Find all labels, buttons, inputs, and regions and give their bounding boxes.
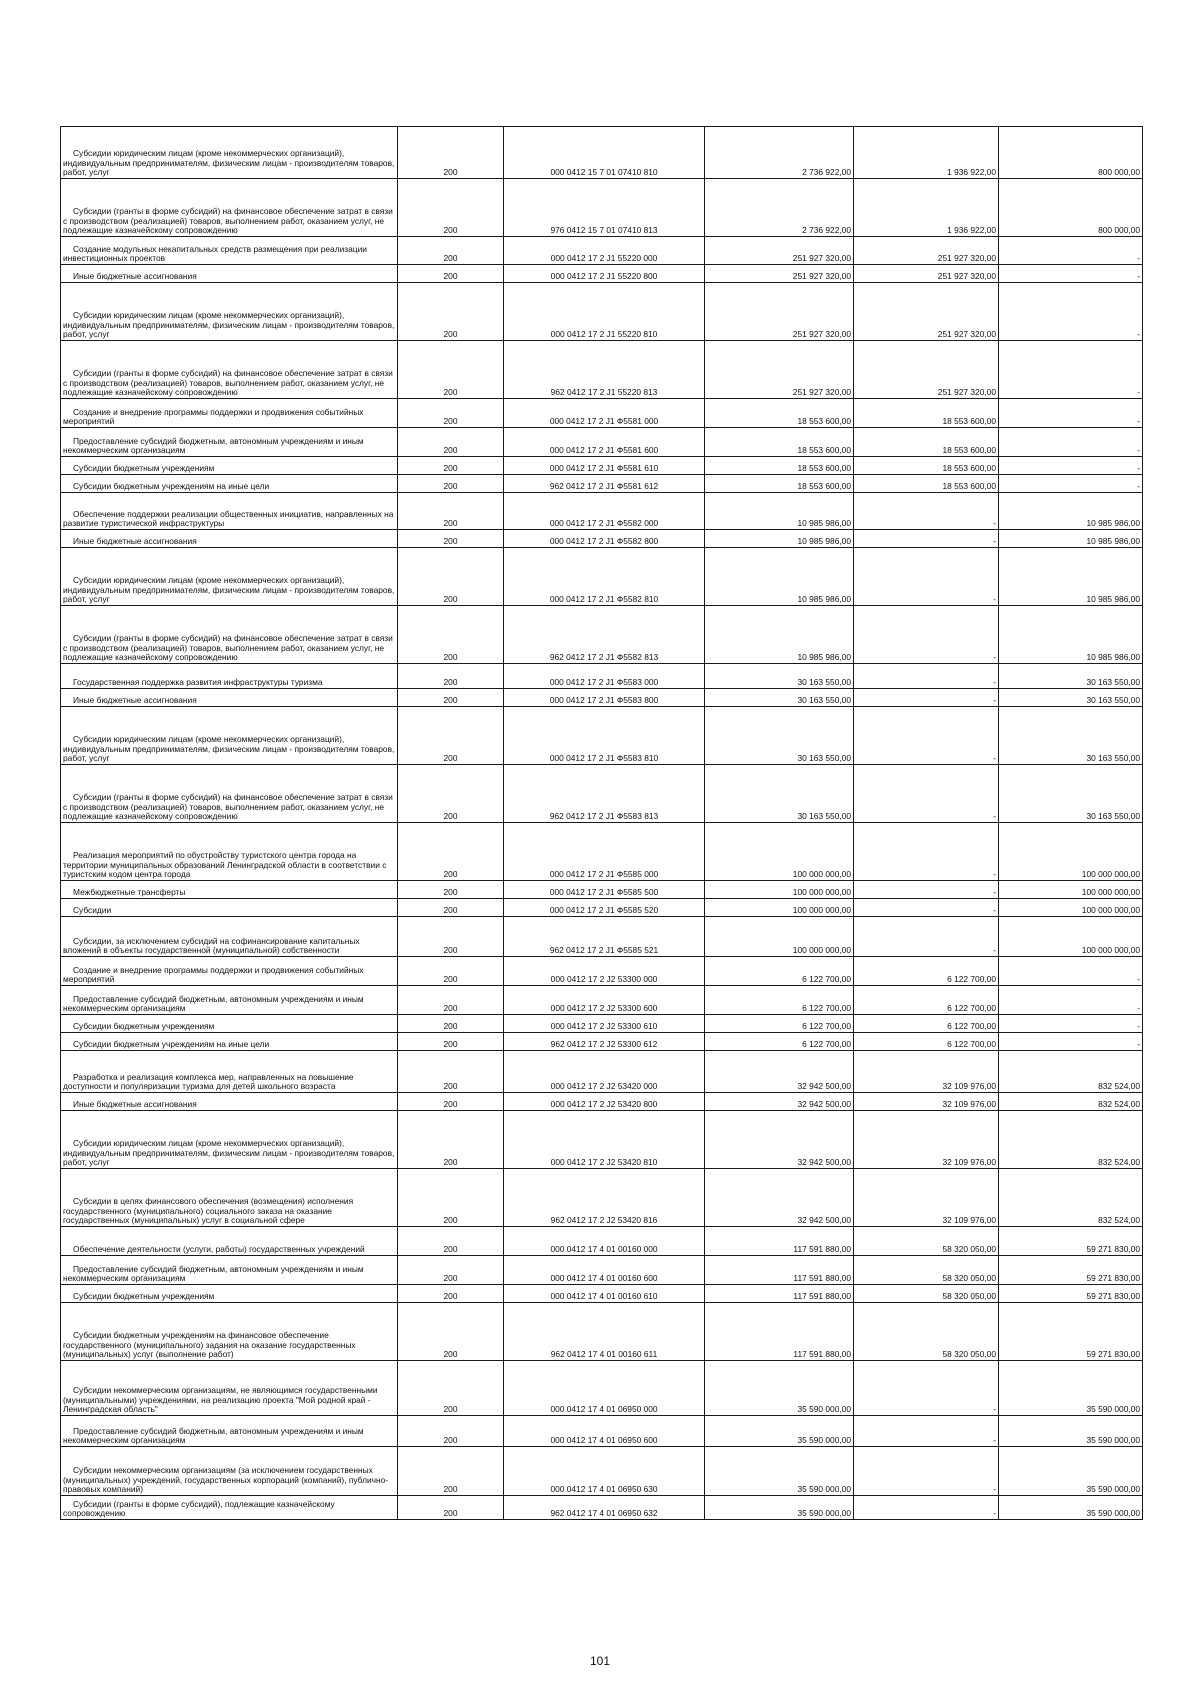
cell-total: 117 591 880,00: [705, 1256, 854, 1285]
cell-remaining: 59 271 830,00: [999, 1256, 1143, 1285]
cell-total: 10 985 986,00: [705, 548, 854, 606]
cell-executed: 18 553 600,00: [854, 475, 999, 493]
cell-code: 200: [398, 823, 504, 881]
cell-code: 200: [398, 127, 504, 179]
cell-name: Реализация мероприятий по обустройству туристского центра города на территории муниципальных образований Ленинградской области в соответствии с туристским кодом центра города: [61, 823, 398, 881]
cell-total: 18 553 600,00: [705, 475, 854, 493]
cell-code: 200: [398, 1256, 504, 1285]
cell-executed: 1 936 922,00: [854, 127, 999, 179]
cell-kbk: 000 0412 17 2 J1 Ф5583 000: [504, 664, 705, 689]
cell-total: 2 736 922,00: [705, 127, 854, 179]
cell-kbk: 000 0412 17 2 J2 53420 000: [504, 1051, 705, 1093]
cell-total: 10 985 986,00: [705, 493, 854, 530]
cell-kbk: 000 0412 17 2 J1 Ф5581 610: [504, 457, 705, 475]
cell-kbk: 976 0412 15 7 01 07410 813: [504, 179, 705, 237]
cell-remaining: 35 590 000,00: [999, 1361, 1143, 1416]
cell-total: 32 942 500,00: [705, 1051, 854, 1093]
cell-name: Субсидии, за исключением субсидий на софинансирование капитальных вложений в объекты государственной (муниципальной) собственности: [61, 917, 398, 957]
cell-remaining: 10 985 986,00: [999, 493, 1143, 530]
cell-kbk: 962 0412 17 4 01 06950 632: [504, 1496, 705, 1520]
cell-remaining: 10 985 986,00: [999, 530, 1143, 548]
cell-executed: 18 553 600,00: [854, 399, 999, 428]
table-row: [61, 823, 1143, 881]
cell-kbk: 000 0412 17 2 J2 53300 610: [504, 1015, 705, 1033]
table-row: [61, 127, 1143, 179]
cell-executed: 251 927 320,00: [854, 237, 999, 265]
cell-name: Субсидии в целях финансового обеспечения (возмещения) исполнения государственного (муниципального) социального заказа на оказание государственных (муниципальных) услуг в социальной сфере: [61, 1169, 398, 1227]
cell-executed: 18 553 600,00: [854, 457, 999, 475]
cell-name: Предоставление субсидий бюджетным, автономным учреждениям и иным некоммерческим организациям: [61, 986, 398, 1015]
cell-code: 200: [398, 899, 504, 917]
cell-code: 200: [398, 428, 504, 457]
cell-code: 200: [398, 707, 504, 765]
cell-kbk: 000 0412 17 4 01 00160 610: [504, 1285, 705, 1303]
cell-kbk: 962 0412 17 2 J2 53300 612: [504, 1033, 705, 1051]
cell-remaining: 59 271 830,00: [999, 1227, 1143, 1256]
cell-executed: 32 109 976,00: [854, 1093, 999, 1111]
cell-executed: 251 927 320,00: [854, 265, 999, 283]
cell-name: Иные бюджетные ассигнования: [61, 689, 398, 707]
cell-name: Субсидии (гранты в форме субсидий) на финансовое обеспечение затрат в связи с производством (реализацией) товаров, выполнением работ, оказанием услуг, не подлежащие казначейскому сопровождению: [61, 341, 398, 399]
cell-code: 200: [398, 917, 504, 957]
cell-kbk: 962 0412 17 2 J1 Ф5585 521: [504, 917, 705, 957]
table-row: [61, 689, 1143, 707]
table-row: [61, 917, 1143, 957]
cell-name: Создание и внедрение программы поддержки и продвижения событийных мероприятий: [61, 957, 398, 986]
cell-executed: -: [854, 664, 999, 689]
cell-total: 100 000 000,00: [705, 823, 854, 881]
table-row: [61, 986, 1143, 1015]
cell-kbk: 000 0412 17 2 J1 Ф5582 810: [504, 548, 705, 606]
cell-total: 6 122 700,00: [705, 1015, 854, 1033]
cell-name: Субсидии (гранты в форме субсидий) на финансовое обеспечение затрат в связи с производством (реализацией) товаров, выполнением работ, оказанием услуг, не подлежащие казначейскому сопровождению: [61, 765, 398, 823]
cell-executed: -: [854, 917, 999, 957]
cell-executed: 6 122 700,00: [854, 986, 999, 1015]
table-row: [61, 179, 1143, 237]
table-row: [61, 1015, 1143, 1033]
cell-code: 200: [398, 1361, 504, 1416]
table-row: [61, 399, 1143, 428]
cell-code: 200: [398, 1496, 504, 1520]
cell-remaining: 35 590 000,00: [999, 1416, 1143, 1447]
cell-total: 35 590 000,00: [705, 1447, 854, 1496]
cell-executed: 58 320 050,00: [854, 1227, 999, 1256]
cell-name: Обеспечение поддержки реализации общественных инициатив, направленных на развитие туристической инфраструктуры: [61, 493, 398, 530]
cell-executed: -: [854, 1361, 999, 1416]
cell-executed: 6 122 700,00: [854, 1033, 999, 1051]
table-row: [61, 707, 1143, 765]
cell-kbk: 000 0412 17 2 J2 53300 600: [504, 986, 705, 1015]
cell-code: 200: [398, 1285, 504, 1303]
cell-total: 35 590 000,00: [705, 1496, 854, 1520]
cell-code: 200: [398, 689, 504, 707]
table-row: [61, 765, 1143, 823]
cell-executed: -: [854, 530, 999, 548]
cell-remaining: 100 000 000,00: [999, 823, 1143, 881]
cell-remaining: -: [999, 283, 1143, 341]
cell-kbk: 000 0412 17 4 01 00160 000: [504, 1227, 705, 1256]
cell-kbk: 000 0412 17 2 J1 Ф5582 000: [504, 493, 705, 530]
cell-executed: -: [854, 707, 999, 765]
cell-executed: -: [854, 1416, 999, 1447]
cell-remaining: 800 000,00: [999, 127, 1143, 179]
cell-code: 200: [398, 1051, 504, 1093]
cell-code: 200: [398, 1169, 504, 1227]
cell-code: 200: [398, 986, 504, 1015]
cell-code: 200: [398, 664, 504, 689]
cell-code: 200: [398, 881, 504, 899]
cell-remaining: 59 271 830,00: [999, 1285, 1143, 1303]
cell-executed: 32 109 976,00: [854, 1169, 999, 1227]
cell-remaining: 30 163 550,00: [999, 765, 1143, 823]
cell-total: 6 122 700,00: [705, 957, 854, 986]
cell-total: 10 985 986,00: [705, 606, 854, 664]
table-row: [61, 881, 1143, 899]
cell-remaining: -: [999, 1033, 1143, 1051]
cell-name: Разработка и реализация комплекса мер, направленных на повышение доступности и популяризации туризма для детей школьного возраста: [61, 1051, 398, 1093]
cell-code: 200: [398, 399, 504, 428]
cell-total: 6 122 700,00: [705, 1033, 854, 1051]
cell-total: 251 927 320,00: [705, 265, 854, 283]
cell-remaining: 800 000,00: [999, 179, 1143, 237]
cell-name: Предоставление субсидий бюджетным, автономным учреждениям и иным некоммерческим организациям: [61, 1256, 398, 1285]
cell-executed: 251 927 320,00: [854, 283, 999, 341]
cell-code: 200: [398, 265, 504, 283]
cell-kbk: 000 0412 17 4 01 06950 000: [504, 1361, 705, 1416]
cell-remaining: 832 524,00: [999, 1051, 1143, 1093]
table-row: [61, 1111, 1143, 1169]
cell-executed: 6 122 700,00: [854, 1015, 999, 1033]
cell-total: 32 942 500,00: [705, 1169, 854, 1227]
cell-executed: 58 320 050,00: [854, 1285, 999, 1303]
cell-code: 200: [398, 548, 504, 606]
table-row: [61, 475, 1143, 493]
table-row: [61, 428, 1143, 457]
cell-name: Создание модульных некапитальных средств размещения при реализации инвестиционных проектов: [61, 237, 398, 265]
cell-kbk: 000 0412 17 2 J2 53420 810: [504, 1111, 705, 1169]
cell-kbk: 000 0412 17 4 01 06950 630: [504, 1447, 705, 1496]
cell-remaining: 35 590 000,00: [999, 1447, 1143, 1496]
cell-total: 251 927 320,00: [705, 237, 854, 265]
cell-code: 200: [398, 1093, 504, 1111]
cell-code: 200: [398, 1015, 504, 1033]
cell-remaining: 30 163 550,00: [999, 707, 1143, 765]
cell-name: Иные бюджетные ассигнования: [61, 265, 398, 283]
cell-executed: 6 122 700,00: [854, 957, 999, 986]
cell-total: 100 000 000,00: [705, 881, 854, 899]
cell-executed: 58 320 050,00: [854, 1256, 999, 1285]
table-row: [61, 1416, 1143, 1447]
cell-name: Обеспечение деятельности (услуги, работы) государственных учреждений: [61, 1227, 398, 1256]
cell-code: 200: [398, 1447, 504, 1496]
cell-name: Субсидии бюджетным учреждениям на иные цели: [61, 1033, 398, 1051]
cell-name: Создание и внедрение программы поддержки и продвижения событийных мероприятий: [61, 399, 398, 428]
cell-executed: -: [854, 1447, 999, 1496]
table-body: [61, 127, 1143, 1520]
cell-code: 200: [398, 341, 504, 399]
cell-executed: -: [854, 881, 999, 899]
cell-kbk: 000 0412 17 2 J2 53300 000: [504, 957, 705, 986]
cell-kbk: 000 0412 17 2 J1 Ф5585 000: [504, 823, 705, 881]
cell-name: Субсидии (гранты в форме субсидий) на финансовое обеспечение затрат в связи с производством (реализацией) товаров, выполнением работ, оказанием услуг, не подлежащие казначейскому сопровождению: [61, 179, 398, 237]
cell-remaining: -: [999, 428, 1143, 457]
cell-name: Субсидии юридическим лицам (кроме некоммерческих организаций), индивидуальным предпринимателям, физическим лицам - производителям товаров, работ, услуг: [61, 548, 398, 606]
cell-kbk: 962 0412 17 2 J1 Ф5582 813: [504, 606, 705, 664]
cell-kbk: 000 0412 17 4 01 06950 600: [504, 1416, 705, 1447]
cell-remaining: -: [999, 986, 1143, 1015]
cell-executed: -: [854, 548, 999, 606]
cell-executed: 251 927 320,00: [854, 341, 999, 399]
cell-remaining: -: [999, 475, 1143, 493]
table-row: [61, 1093, 1143, 1111]
cell-kbk: 000 0412 17 2 J1 Ф5581 600: [504, 428, 705, 457]
cell-name: Субсидии юридическим лицам (кроме некоммерческих организаций), индивидуальным предпринимателям, физическим лицам - производителям товаров, работ, услуг: [61, 127, 398, 179]
cell-code: 200: [398, 237, 504, 265]
table-row: [61, 341, 1143, 399]
cell-kbk: 000 0412 17 2 J1 Ф5582 800: [504, 530, 705, 548]
cell-executed: 32 109 976,00: [854, 1051, 999, 1093]
cell-name: Субсидии бюджетным учреждениям: [61, 457, 398, 475]
table-row: [61, 1447, 1143, 1496]
table-row: [61, 493, 1143, 530]
table-row: [61, 1361, 1143, 1416]
cell-name: Субсидии бюджетным учреждениям: [61, 1015, 398, 1033]
cell-remaining: -: [999, 237, 1143, 265]
cell-executed: -: [854, 823, 999, 881]
table-row: [61, 530, 1143, 548]
cell-kbk: 962 0412 17 2 J1 Ф5583 813: [504, 765, 705, 823]
cell-name: Субсидии (гранты в форме субсидий) на финансовое обеспечение затрат в связи с производством (реализацией) товаров, выполнением работ, оказанием услуг, не подлежащие казначейскому сопровождению: [61, 606, 398, 664]
cell-remaining: 100 000 000,00: [999, 899, 1143, 917]
cell-code: 200: [398, 179, 504, 237]
cell-total: 251 927 320,00: [705, 283, 854, 341]
cell-kbk: 000 0412 17 2 J1 Ф5583 800: [504, 689, 705, 707]
cell-name: Субсидии юридическим лицам (кроме некоммерческих организаций), индивидуальным предпринимателям, физическим лицам - производителям товаров, работ, услуг: [61, 283, 398, 341]
cell-remaining: 832 524,00: [999, 1093, 1143, 1111]
cell-name: Субсидии некоммерческим организациям, не являющимся государственными (муниципальными) учреждениями, на реализацию проекта "Мой родной край - Ленинградская область": [61, 1361, 398, 1416]
cell-name: Предоставление субсидий бюджетным, автономным учреждениям и иным некоммерческим организациям: [61, 1416, 398, 1447]
cell-remaining: 100 000 000,00: [999, 917, 1143, 957]
cell-total: 30 163 550,00: [705, 765, 854, 823]
table-row: [61, 899, 1143, 917]
table-row: [61, 1496, 1143, 1520]
cell-kbk: 000 0412 17 2 J1 55220 810: [504, 283, 705, 341]
cell-kbk: 000 0412 17 2 J1 55220 800: [504, 265, 705, 283]
cell-name: Иные бюджетные ассигнования: [61, 530, 398, 548]
table-row: [61, 457, 1143, 475]
cell-kbk: 000 0412 17 2 J1 Ф5581 000: [504, 399, 705, 428]
cell-total: 2 736 922,00: [705, 179, 854, 237]
cell-total: 18 553 600,00: [705, 399, 854, 428]
cell-executed: 58 320 050,00: [854, 1303, 999, 1361]
cell-kbk: 000 0412 17 2 J1 Ф5583 810: [504, 707, 705, 765]
cell-total: 18 553 600,00: [705, 457, 854, 475]
cell-total: 30 163 550,00: [705, 707, 854, 765]
table-row: [61, 1227, 1143, 1256]
cell-remaining: 10 985 986,00: [999, 548, 1143, 606]
cell-total: 32 942 500,00: [705, 1093, 854, 1111]
cell-code: 200: [398, 1303, 504, 1361]
cell-remaining: -: [999, 341, 1143, 399]
cell-remaining: 832 524,00: [999, 1111, 1143, 1169]
table-row: [61, 548, 1143, 606]
cell-remaining: -: [999, 457, 1143, 475]
table-row: [61, 283, 1143, 341]
cell-total: 10 985 986,00: [705, 530, 854, 548]
cell-kbk: 962 0412 17 2 J1 55220 813: [504, 341, 705, 399]
cell-executed: -: [854, 493, 999, 530]
cell-code: 200: [398, 530, 504, 548]
cell-total: 35 590 000,00: [705, 1361, 854, 1416]
cell-code: 200: [398, 606, 504, 664]
cell-remaining: 30 163 550,00: [999, 664, 1143, 689]
table-row: [61, 606, 1143, 664]
table-row: [61, 237, 1143, 265]
cell-name: Субсидии: [61, 899, 398, 917]
cell-code: 200: [398, 1033, 504, 1051]
cell-code: 200: [398, 283, 504, 341]
table-row: [61, 1169, 1143, 1227]
cell-total: 251 927 320,00: [705, 341, 854, 399]
cell-remaining: 100 000 000,00: [999, 881, 1143, 899]
cell-kbk: 000 0412 17 2 J1 55220 000: [504, 237, 705, 265]
cell-name: Субсидии бюджетным учреждениям на иные цели: [61, 475, 398, 493]
cell-name: Субсидии некоммерческим организациям (за исключением государственных (муниципальных) учреждений, государственных корпораций (компаний), публично-правовых компаний): [61, 1447, 398, 1496]
cell-total: 117 591 880,00: [705, 1227, 854, 1256]
cell-executed: -: [854, 689, 999, 707]
cell-executed: -: [854, 899, 999, 917]
cell-kbk: 000 0412 17 2 J2 53420 800: [504, 1093, 705, 1111]
cell-name: Предоставление субсидий бюджетным, автономным учреждениям и иным некоммерческим организациям: [61, 428, 398, 457]
table-row: [61, 664, 1143, 689]
cell-code: 200: [398, 493, 504, 530]
cell-name: Субсидии (гранты в форме субсидий), подлежащие казначейскому сопровождению: [61, 1496, 398, 1520]
cell-remaining: 30 163 550,00: [999, 689, 1143, 707]
cell-remaining: -: [999, 265, 1143, 283]
cell-total: 30 163 550,00: [705, 664, 854, 689]
cell-remaining: -: [999, 399, 1143, 428]
cell-executed: 1 936 922,00: [854, 179, 999, 237]
cell-name: Государственная поддержка развития инфраструктуры туризма: [61, 664, 398, 689]
cell-executed: 18 553 600,00: [854, 428, 999, 457]
cell-code: 200: [398, 765, 504, 823]
cell-code: 200: [398, 957, 504, 986]
cell-code: 200: [398, 475, 504, 493]
cell-total: 117 591 880,00: [705, 1303, 854, 1361]
cell-total: 18 553 600,00: [705, 428, 854, 457]
cell-kbk: 962 0412 17 2 J2 53420 816: [504, 1169, 705, 1227]
cell-name: Субсидии юридическим лицам (кроме некоммерческих организаций), индивидуальным предпринимателям, физическим лицам - производителям товаров, работ, услуг: [61, 1111, 398, 1169]
cell-total: 100 000 000,00: [705, 917, 854, 957]
cell-remaining: 10 985 986,00: [999, 606, 1143, 664]
cell-kbk: 962 0412 17 4 01 00160 611: [504, 1303, 705, 1361]
cell-total: 117 591 880,00: [705, 1285, 854, 1303]
table-row: [61, 1033, 1143, 1051]
cell-kbk: 000 0412 17 2 J1 Ф5585 520: [504, 899, 705, 917]
cell-executed: -: [854, 1496, 999, 1520]
cell-remaining: -: [999, 1015, 1143, 1033]
cell-kbk: 962 0412 17 2 J1 Ф5581 612: [504, 475, 705, 493]
cell-total: 100 000 000,00: [705, 899, 854, 917]
cell-name: Субсидии бюджетным учреждениям: [61, 1285, 398, 1303]
cell-code: 200: [398, 1416, 504, 1447]
cell-remaining: 832 524,00: [999, 1169, 1143, 1227]
cell-remaining: 59 271 830,00: [999, 1303, 1143, 1361]
table-row: [61, 1285, 1143, 1303]
cell-name: Субсидии бюджетным учреждениям на финансовое обеспечение государственного (муниципального) задания на оказание государственных (муниципальных) услуг (выполнение работ): [61, 1303, 398, 1361]
cell-kbk: 000 0412 17 4 01 00160 600: [504, 1256, 705, 1285]
cell-name: Иные бюджетные ассигнования: [61, 1093, 398, 1111]
table-row: [61, 1256, 1143, 1285]
cell-executed: -: [854, 765, 999, 823]
cell-remaining: 35 590 000,00: [999, 1496, 1143, 1520]
table-row: [61, 265, 1143, 283]
cell-total: 6 122 700,00: [705, 986, 854, 1015]
cell-executed: 32 109 976,00: [854, 1111, 999, 1169]
table-row: [61, 957, 1143, 986]
cell-total: 30 163 550,00: [705, 689, 854, 707]
cell-name: Субсидии юридическим лицам (кроме некоммерческих организаций), индивидуальным предпринимателям, физическим лицам - производителям товаров, работ, услуг: [61, 707, 398, 765]
page-number: 101: [589, 1654, 611, 1668]
cell-code: 200: [398, 1111, 504, 1169]
cell-total: 35 590 000,00: [705, 1416, 854, 1447]
cell-total: 32 942 500,00: [705, 1111, 854, 1169]
cell-code: 200: [398, 457, 504, 475]
cell-remaining: -: [999, 957, 1143, 986]
cell-kbk: 000 0412 17 2 J1 Ф5585 500: [504, 881, 705, 899]
cell-executed: -: [854, 606, 999, 664]
table-row: [61, 1051, 1143, 1093]
table-row: [61, 1303, 1143, 1361]
budget-execution-table: [60, 126, 1143, 1520]
cell-name: Межбюджетные трансферты: [61, 881, 398, 899]
cell-code: 200: [398, 1227, 504, 1256]
cell-kbk: 000 0412 15 7 01 07410 810: [504, 127, 705, 179]
